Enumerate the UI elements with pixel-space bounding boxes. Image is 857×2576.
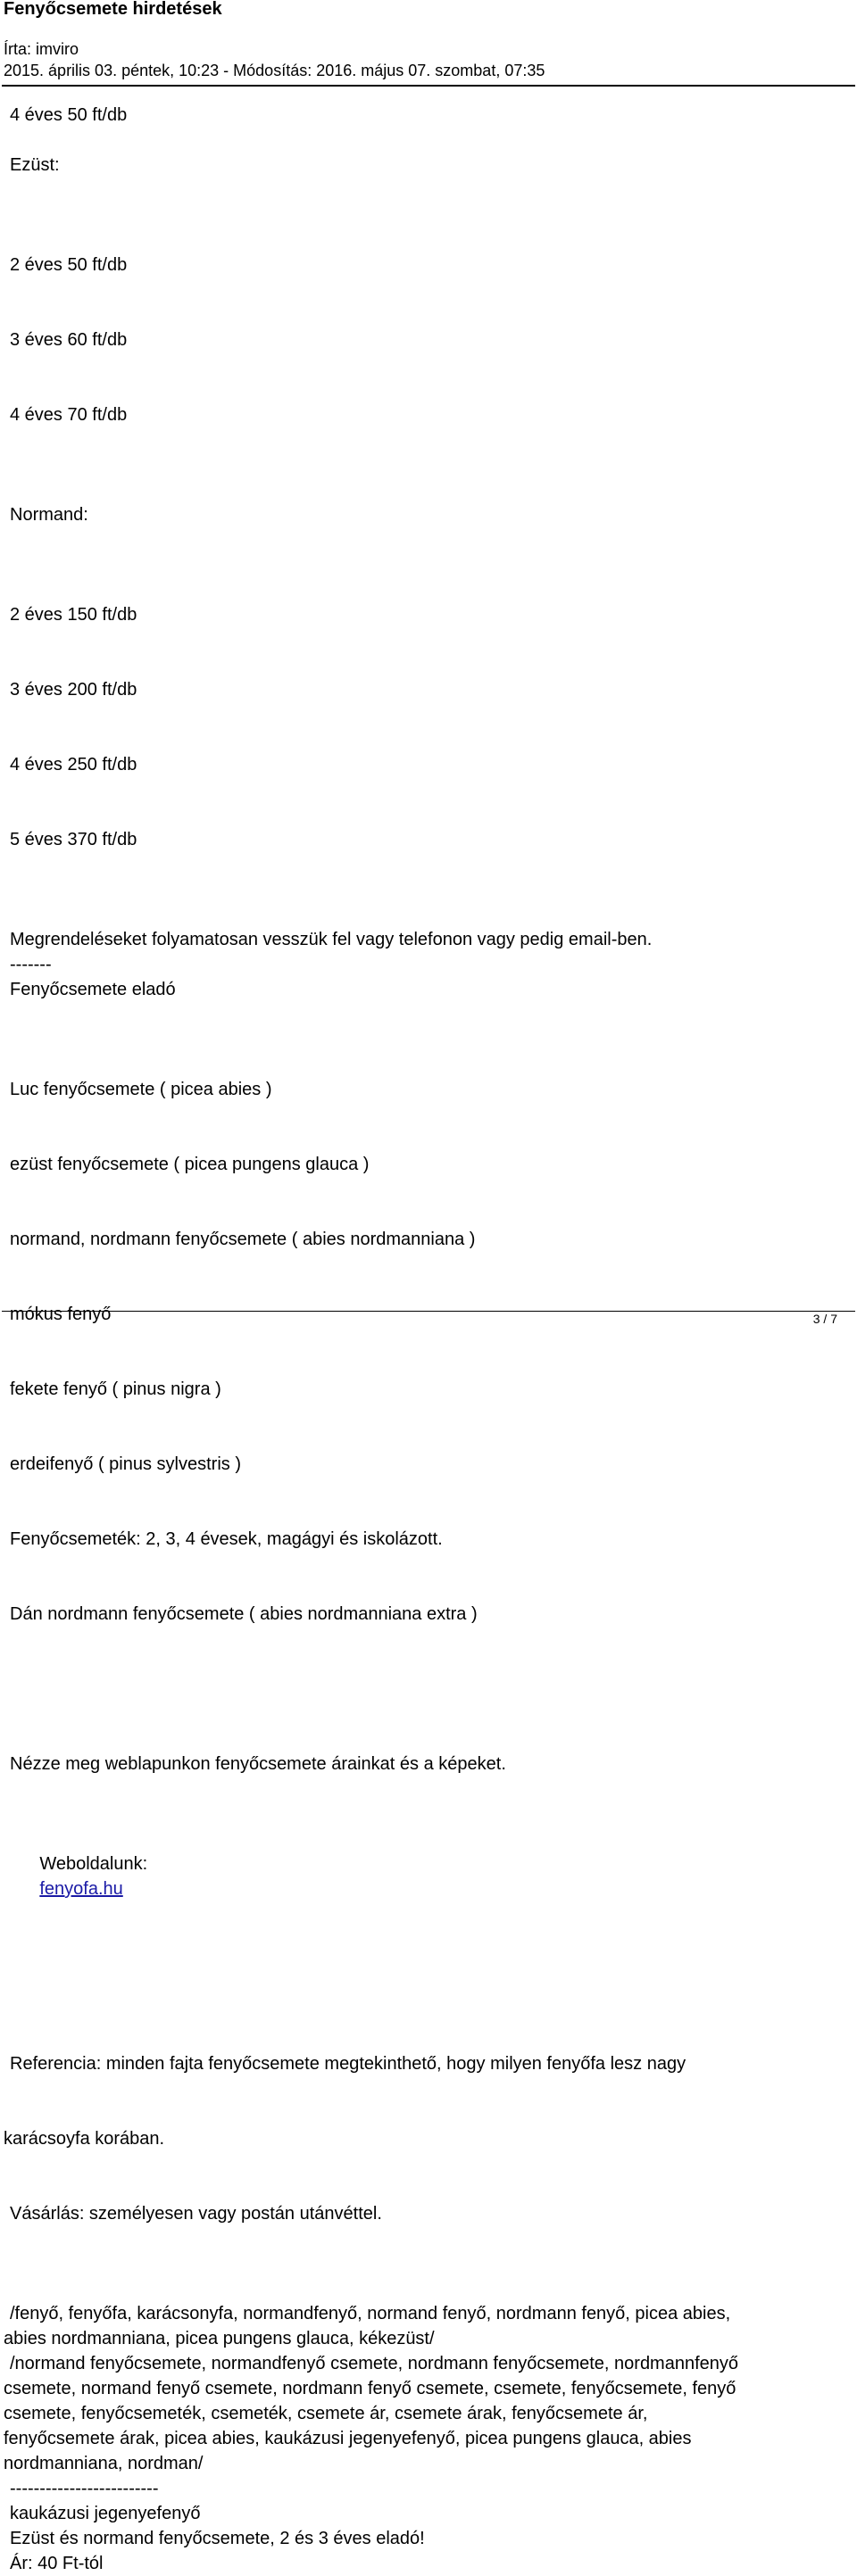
website-text: Nézze meg weblapunkon fenyőcsemete árainkat és a képeket. xyxy=(10,1754,506,1774)
species-line: Luc fenyőcsemete ( picea abies ) xyxy=(10,1080,272,1099)
price-line: 5 éves 370 ft/db xyxy=(10,830,137,849)
normand-price-list xyxy=(4,552,843,902)
reference-block xyxy=(4,2001,843,2276)
separator-dashes: ------------------------- xyxy=(10,2479,159,2498)
website-label: Weboldalunk: xyxy=(39,1854,148,1874)
footer-divider xyxy=(2,1311,855,1312)
price-line: 3 éves 200 ft/db xyxy=(10,680,137,700)
species-line: Fenyőcsemeték: 2, 3, 4 évesek, magágyi és iskolázott. xyxy=(10,1529,443,1549)
ezust-price-list xyxy=(4,203,843,477)
order-text: Megrendeléseket folyamatosan vesszük fel vagy telefonon vagy pedig email-ben. xyxy=(10,930,653,949)
tags-line: csemete, fenyőcsemeték, csemeték, csemete ár, csemete árak, fenyőcsemete ár, xyxy=(4,2404,648,2423)
species-line: mókus fenyő xyxy=(10,1305,112,1324)
website-link[interactable]: fenyofa.hu xyxy=(39,1879,123,1899)
price-line: 3 éves 60 ft/db xyxy=(10,330,128,350)
spacer xyxy=(4,1002,843,1027)
price-line: 2 éves 50 ft/db xyxy=(10,255,128,275)
price-from-line: Ár: 40 Ft-tól xyxy=(10,2554,104,2573)
species-line: fekete fenyő ( pinus nigra ) xyxy=(10,1379,221,1399)
species-list xyxy=(4,1027,843,1677)
kaukazusi-line: kaukázusi jegenyefenyő xyxy=(10,2504,201,2523)
reference-text-cont: karácsoyfa korában. xyxy=(4,2129,165,2149)
species-line: normand, nordmann fenyőcsemete ( abies nordmanniana ) xyxy=(10,1230,476,1249)
species-line: erdeifenyő ( pinus sylvestris ) xyxy=(10,1454,241,1474)
tags-line: csemete, normand fenyő csemete, nordmann fenyő csemete, csemete, fenyőcsemete, fenyő xyxy=(4,2379,736,2398)
price-line: 4 éves 70 ft/db xyxy=(10,405,128,425)
sale-line: Ezüst és normand fenyőcsemete, 2 és 3 éves eladó! xyxy=(10,2529,425,2548)
author-line: Írta: imviro xyxy=(4,40,79,58)
price-line: 4 éves 50 ft/db xyxy=(10,105,128,125)
price-line: 4 éves 250 ft/db xyxy=(10,755,137,774)
article-content xyxy=(4,103,843,2576)
tags-line: abies nordmanniana, picea pungens glauca, kékezüst/ xyxy=(4,2329,435,2348)
header-divider xyxy=(2,85,855,87)
reference-text: Referencia: minden fajta fenyőcsemete megtekinthető, hogy milyen fenyőfa lesz nagy xyxy=(10,2054,686,2074)
species-line: ezüst fenyőcsemete ( picea pungens glauca ) xyxy=(10,1155,370,1174)
tags-line: /fenyő, fenyőfa, karácsonyfa, normandfenyő, normand fenyő, nordmann fenyő, picea abies, xyxy=(10,2304,731,2323)
order-block xyxy=(4,927,843,1002)
for-sale-heading: Fenyőcsemete eladó xyxy=(10,980,176,999)
tags-line: /normand fenyőcsemete, normandfenyő csemete, nordmann fenyőcsemete, nordmannfenyő xyxy=(10,2354,739,2373)
page-number: 3 / 7 xyxy=(812,1312,837,1326)
date-line: 2015. április 03. péntek, 10:23 - Módosítás: 2016. május 07. szombat, 07:35 xyxy=(4,62,545,79)
page-header-title: Fenyőcsemete hirdetések xyxy=(4,0,222,19)
price-line: 2 éves 150 ft/db xyxy=(10,605,137,625)
tags-block xyxy=(4,2301,843,2576)
species-line: Dán nordmann fenyőcsemete ( abies nordmanniana extra ) xyxy=(10,1604,478,1624)
tags-line: fenyőcsemete árak, picea abies, kaukázusi jegenyefenyő, picea pungens glauca, abies xyxy=(4,2429,692,2448)
website-line xyxy=(4,1826,843,1926)
tags-line: nordmanniana, nordman/ xyxy=(4,2454,204,2473)
section-heading-normand: Normand: xyxy=(10,505,88,525)
purchase-text: Vásárlás: személyesen vagy postán utánvéttel. xyxy=(10,2204,382,2224)
separator-dashes: ------- xyxy=(10,955,52,974)
website-block xyxy=(4,1702,843,1976)
section-heading-ezust: Ezüst: xyxy=(10,155,60,175)
